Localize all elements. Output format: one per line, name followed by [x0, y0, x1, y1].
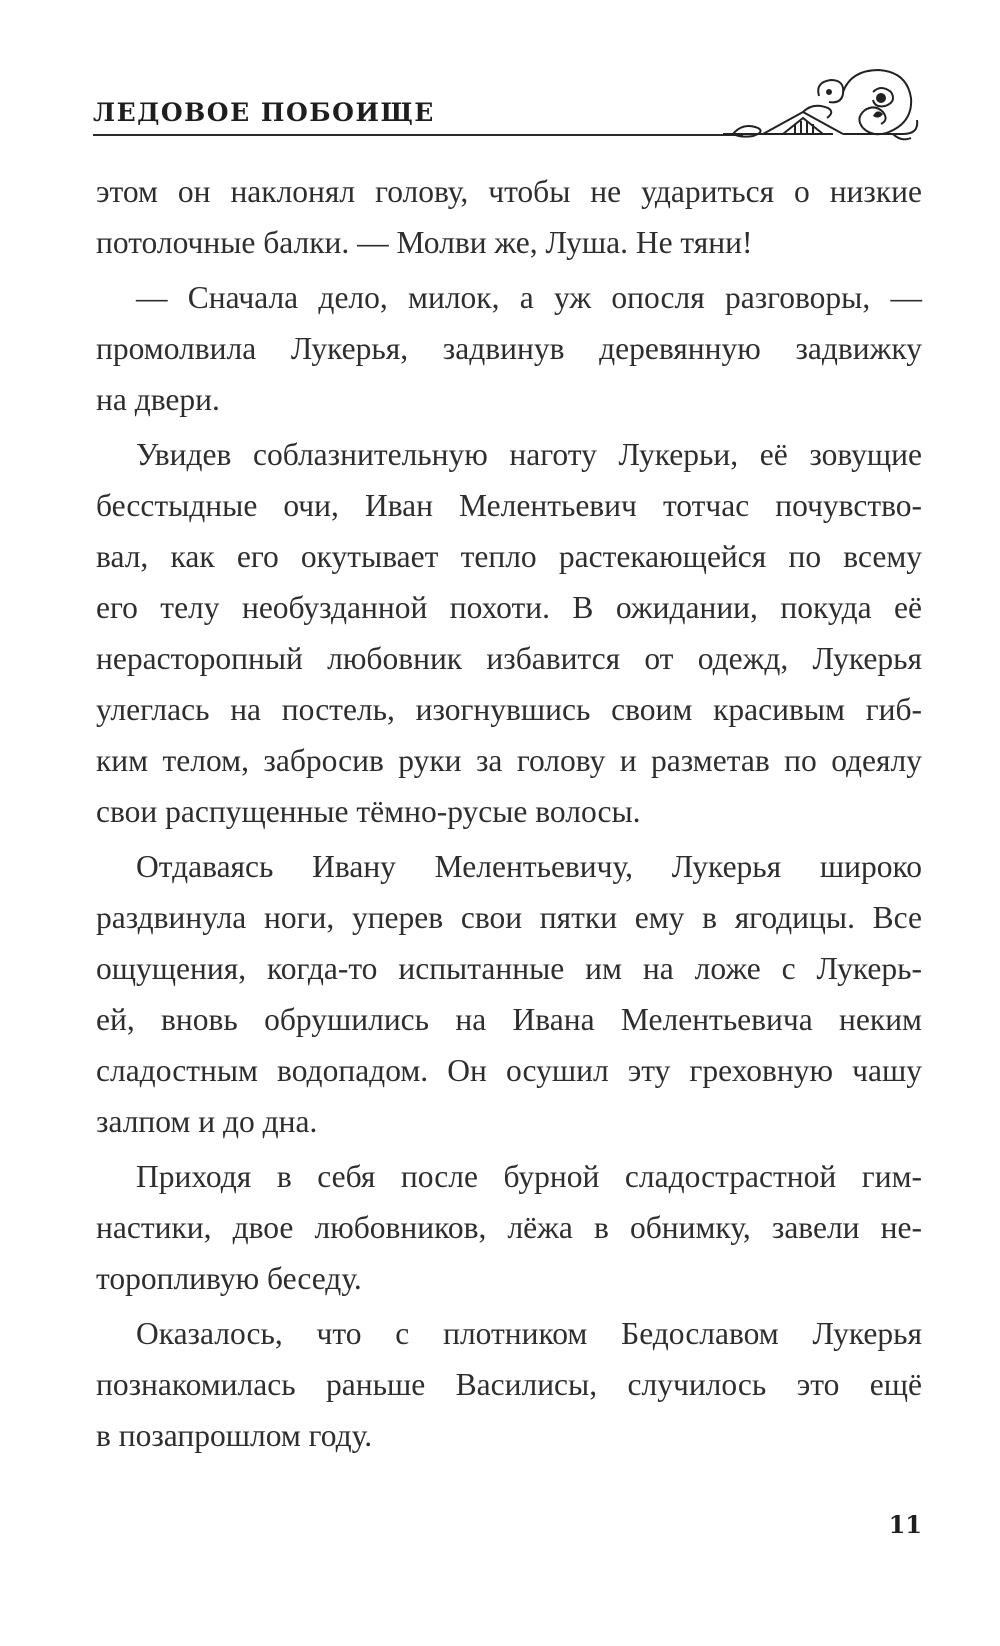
running-header — [93, 88, 923, 148]
text-line: в позапрошлом году. — [96, 1418, 373, 1453]
scroll-ornament-icon — [723, 62, 923, 146]
text-line: улеглась на постель, изогнувшись своим красивым гиб- — [96, 692, 922, 727]
text-line: потолочные балки. — Молви же, Луша. Не тяни! — [96, 225, 753, 260]
text-line: Отдаваясь Ивану Мелентьевичу, Лукерья широко — [136, 849, 922, 884]
text-line: Увидев соблазнительную наготу Лукерьи, её зовущие — [136, 437, 922, 472]
page-number: 11 — [888, 1510, 922, 1539]
text-line: познакомилась раньше Василисы, случилось это ещё — [96, 1367, 922, 1402]
text-line: промолвила Лукерья, задвинув деревянную задвижку — [96, 331, 922, 366]
text-line: его телу необузданной похоти. В ожидании, покуда её — [96, 590, 922, 625]
text-line: раздвинула ноги, уперев свои пятки ему в ягодицы. Все — [96, 900, 922, 935]
header-rule — [93, 134, 743, 136]
running-title: ЛЕДОВОЕ ПОБОИЩЕ — [93, 98, 435, 127]
text-line: бесстыдные очи, Иван Мелентьевич тотчас почувство- — [96, 488, 922, 523]
text-line: на двери. — [96, 382, 220, 417]
text-line: торопливую беседу. — [96, 1261, 362, 1296]
text-line: ощущения, когда-то испытанные им на ложе с Лукерь- — [96, 951, 922, 986]
text-line: этом он наклонял голову, чтобы не удариться о низкие — [96, 174, 922, 209]
text-line: сладостным водопадом. Он осушил эту греховную чашу — [96, 1053, 922, 1088]
body-text — [96, 166, 922, 1461]
text-line: нерасторопный любовник избавится от одежд, Лукерья — [96, 641, 922, 676]
text-line: вал, как его окутывает тепло растекающейся по всему — [96, 539, 922, 574]
text-line: ей, вновь обрушились на Ивана Мелентьевича неким — [96, 1002, 922, 1037]
text-line: залпом и до дна. — [96, 1104, 318, 1139]
text-line: свои распущенные тёмно-русые волосы. — [96, 794, 641, 829]
text-line: ким телом, забросив руки за голову и разметав по одеялу — [96, 743, 922, 778]
text-line: — Сначала дело, милок, а уж опосля разговоры, — — [136, 280, 922, 315]
text-line: Оказалось, что с плотником Бедославом Лукерья — [136, 1316, 922, 1351]
text-line: настики, двое любовников, лёжа в обнимку, завели не- — [96, 1210, 922, 1245]
text-line: Приходя в себя после бурной сладострастной гим- — [136, 1159, 922, 1194]
